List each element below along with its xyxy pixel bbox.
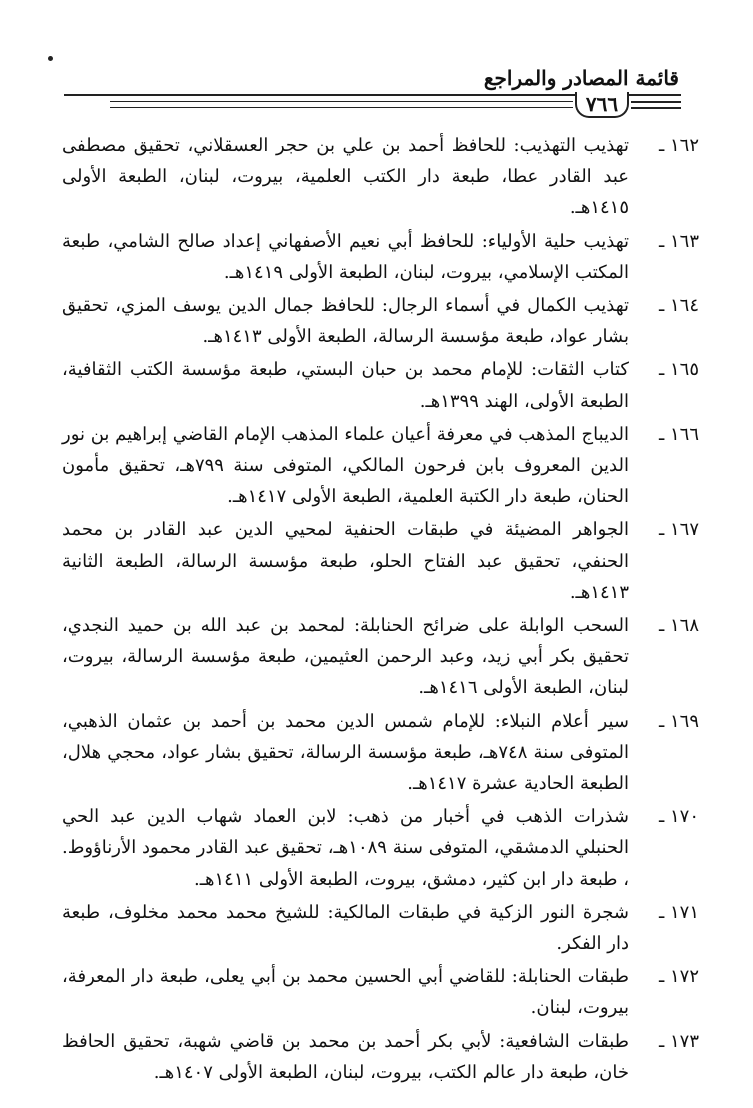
- entry-text: طبقات الحنابلة: للقاضي أبي الحسين محمد بن أبي يعلى، طبعة دار المعرفة، بيروت، لبنان.: [62, 966, 629, 1019]
- header-ornament-line: [110, 107, 573, 108]
- entry-text: السحب الوابلة على ضرائح الحنابلة: لمحمد بن عبد الله بن حميد النجدي، تحقيق بكر أبي زيد، وعبد الرحمن العثيمين، طبعة مؤسسة الرسالة، بيروت، لبنان، الطبعة الأولى ١٤١٦هـ.: [62, 615, 629, 699]
- entry-number: ١٧٢ ـ: [658, 966, 699, 988]
- entry-text: كتاب الثقات: للإمام محمد بن حبان البستي، طبعة مؤسسة الكتب الثقافية، الطبعة الأولى، الهند ١٣٩٩هـ.: [62, 359, 629, 412]
- header-ornament-line: [110, 101, 573, 102]
- entry-text: تهذيب الكمال في أسماء الرجال: للحافظ جمال الدين يوسف المزي، تحقيق بشار عواد، طبعة مؤسسة الرسالة، الطبعة الأولى ١٤١٣هـ.: [62, 295, 629, 348]
- entry-number: ١٧٣ ـ: [658, 1030, 699, 1052]
- entry-number: ١٦٦ ـ: [658, 423, 699, 445]
- header-ornament-line: [631, 101, 681, 103]
- bibliography-entry: [62, 961, 699, 1023]
- bibliography-entry: [62, 801, 699, 895]
- bibliography-entry: [62, 1026, 699, 1088]
- entry-number: ١٦٢ ـ: [658, 135, 699, 156]
- bibliography-entry: [62, 226, 699, 288]
- header-ornament-line: [631, 107, 681, 109]
- entry-number: ١٦٧ ـ: [658, 519, 699, 541]
- bibliography-entry: [62, 706, 699, 800]
- entry-number: ١٦٤ ـ: [658, 295, 699, 317]
- entry-text: شجرة النور الزكية في طبقات المالكية: للشيخ محمد محمد مخلوف، طبعة دار الفكر.: [62, 901, 629, 955]
- entry-text: سير أعلام النبلاء: للإمام شمس الدين محمد بن أحمد بن عثمان الذهبي، المتوفى سنة ٧٤٨هـ، طبعة مؤسسة الرسالة، تحقيق بشار عواد، محجي هلال، الطبعة الحادية عشرة ١٤١٧هـ.: [62, 710, 629, 795]
- entry-text: تهذيب التهذيب: للحافظ أحمد بن علي بن حجر العسقلاني، تحقيق مصطفى عبد القادر عطا، طبعة دار الكتب العلمية، بيروت، لبنان، الطبعة الأولى ١٤١٥هـ.: [62, 135, 629, 219]
- page-number: ٧٦٦: [575, 92, 629, 118]
- bibliography-list: [62, 130, 699, 1090]
- bibliography-entry: [62, 897, 699, 959]
- entry-text: تهذيب حلية الأولياء: للحافظ أبي نعيم الأصفهاني إعداد صالح الشامي، طبعة المكتب الإسلامي، بيروت، لبنان، الطبعة الأولى ١٤١٩هـ.: [62, 230, 629, 283]
- entry-number: ١٧١ ـ: [658, 901, 699, 923]
- entry-number: ١٦٥ ـ: [658, 359, 699, 381]
- entry-text: الجواهر المضيئة في طبقات الحنفية لمحيي الدين عبد القادر بن محمد الحنفي، تحقيق عبد الفتاح الحلو، طبعة مؤسسة الرسالة، الطبعة الثانية ١٤١٣هـ.: [62, 519, 629, 603]
- entry-number: ١٦٨ ـ: [658, 615, 699, 637]
- running-title: قائمة المصادر والمراجع: [483, 66, 679, 90]
- entry-number: ١٦٣ ـ: [658, 230, 699, 252]
- entry-number: ١٦٩ ـ: [658, 710, 699, 732]
- bibliography-entry: [62, 419, 699, 513]
- bibliography-entry: [62, 354, 699, 416]
- bibliography-entry: [62, 290, 699, 352]
- entry-text: طبقات الشافعية: لأبي بكر أحمد بن محمد بن قاضي شهبة، تحقيق الحافظ خان، طبعة دار عالم الكتب، بيروت، لبنان، الطبعة الأولى ١٤٠٧هـ.: [62, 1030, 629, 1083]
- entry-number: ١٧٠ ـ: [658, 806, 699, 828]
- bibliography-entry: [62, 130, 699, 224]
- bibliography-entry: [62, 514, 699, 608]
- margin-dot: [48, 56, 53, 61]
- entry-text: شذرات الذهب في أخبار من ذهب: لابن العماد شهاب الدين عبد الحي الحنبلي الدمشقي، المتوفى سنة ١٠٨٩هـ، تحقيق عبد القادر محمود الأرناؤوط. ، طبعة دار ابن كثير، دمشق، بيروت، الطبعة الأولى ١٤١١هـ.: [62, 806, 630, 890]
- bibliography-entry: [62, 610, 699, 704]
- entry-text: الديباج المذهب في معرفة أعيان علماء المذهب الإمام القاضي إبراهيم بن نور الدين المعروف بابن فرحون المالكي، المتوفى سنة ٧٩٩هـ، تحقيق مأمون الحنان، طبعة دار الكتبة العلمية، الطبعة الأولى ١٤١٧هـ.: [62, 423, 629, 508]
